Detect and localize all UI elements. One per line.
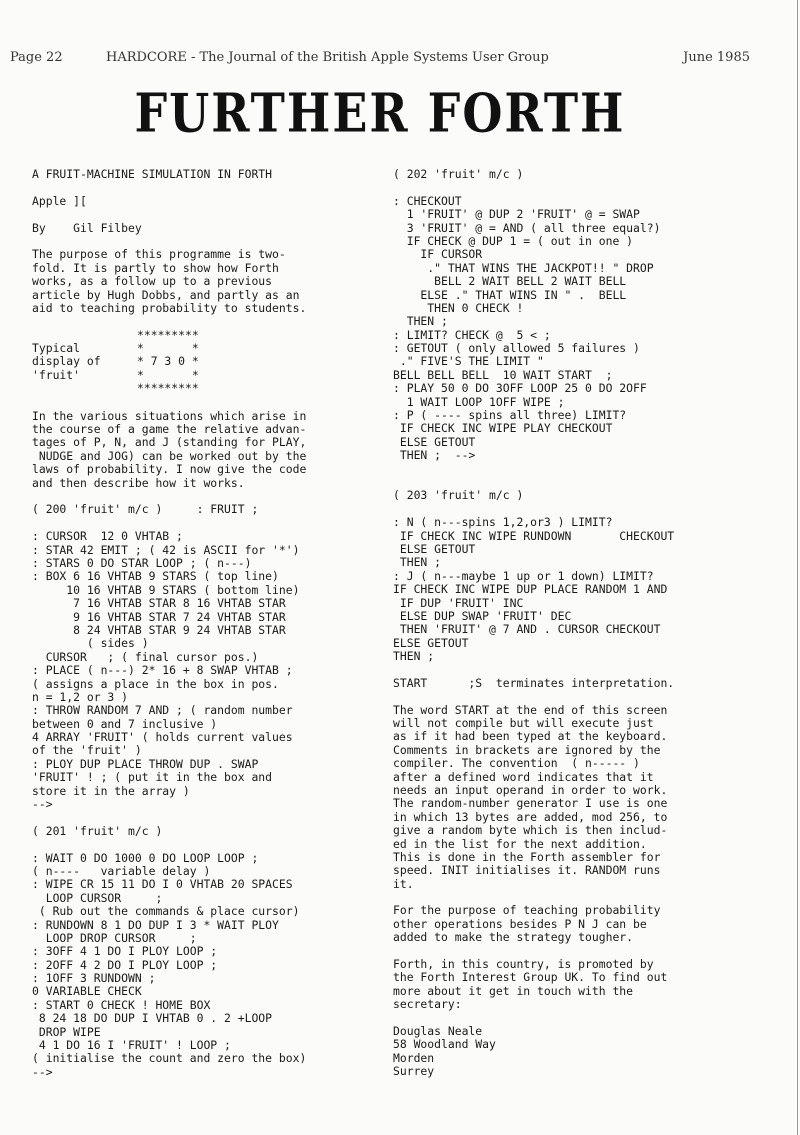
screen-200-code (32, 530, 367, 811)
text-line: ( initialise the count and zero the box) (32, 1051, 307, 1066)
text-line: the Forth Interest Group UK. To find out (393, 970, 668, 985)
text-line: ( sides ) (32, 636, 149, 651)
text-line: IF CHECK @ DUP 1 = ( out in one ) (393, 233, 634, 248)
text-line: LOOP DROP CURSOR ; (32, 930, 197, 945)
display-label (32, 329, 101, 396)
text-line: tages of P, N, and J (standing for PLAY, (32, 435, 307, 450)
text-line: * * (137, 341, 199, 356)
article-heading: A FRUIT-MACHINE SIMULATION IN FORTH (32, 167, 273, 181)
text-line: other operations besides P N J can be (393, 916, 647, 931)
text-line: and then describe how it works. (32, 475, 245, 490)
text-line: article by Hugh Dobbs, and partly as an (32, 287, 300, 302)
text-line: : PLACE ( n---) 2* 16 + 8 SWAP VHTAB ; (32, 663, 293, 678)
text-line: Comments in brackets are ignored by the (393, 742, 661, 757)
text-line: ( Rub out the commands & place cursor) (32, 904, 300, 919)
article-title: FURTHER FORTH (134, 81, 626, 145)
text-line: THEN ; (393, 555, 442, 570)
text-line: LOOP CURSOR ; (32, 890, 163, 905)
text-line: THEN ; (393, 314, 448, 329)
text-line: CURSOR ; ( final cursor pos.) (32, 649, 259, 664)
page-edge-line (797, 0, 798, 1135)
text-line: 0 VARIABLE CHECK (32, 984, 142, 999)
text-line: 'FRUIT' ! ; ( put it in the box and (32, 770, 273, 785)
text-line: aid to teaching probability to students. (32, 300, 307, 315)
right-column (393, 168, 745, 1079)
text-line: secretary: (393, 997, 462, 1012)
text-line: ( n---- variable delay ) (32, 863, 211, 878)
text-line: BELL BELL BELL 10 WAIT START ; (393, 367, 613, 382)
text-line: Surrey (393, 1064, 435, 1079)
text-line: Morden (393, 1050, 435, 1065)
text-line: 9 16 VHTAB STAR 7 24 VHTAB STAR (32, 609, 286, 624)
text-line: ELSE GETOUT (393, 635, 469, 650)
text-line: fold. It is partly to show how Forth (32, 260, 279, 275)
text-line: For the purpose of teaching probability (393, 903, 661, 918)
screen-202-heading: ( 202 'fruit' m/c ) (393, 167, 524, 181)
text-line: 58 Woodland Way (393, 1037, 496, 1052)
text-line: --> (32, 1064, 53, 1079)
text-line: Typical (32, 341, 81, 356)
text-line: will not compile but will execute just (393, 716, 654, 731)
text-line: The word START at the end of this screen (393, 702, 668, 717)
page-header (10, 50, 750, 70)
text-line (32, 382, 101, 395)
text-line: BELL 2 WAIT BELL 2 WAIT BELL (393, 274, 627, 289)
text-line: : 1OFF 3 RUNDOWN ; (32, 971, 156, 986)
journal-title: HARDCORE - The Journal of the British Apple Systems User Group (106, 50, 549, 65)
text-line: ." THAT WINS THE JACKPOT!! " DROP (393, 260, 654, 275)
text-line: : 2OFF 4 2 DO I PLOY LOOP ; (32, 957, 218, 972)
text-line: : N ( n---spins 1,2,or3 ) LIMIT? (393, 515, 613, 530)
forth-group-paragraph (393, 958, 745, 1012)
text-line: IF CURSOR (393, 247, 483, 262)
text-line: The purpose of this programme is two- (32, 247, 286, 262)
text-line: ELSE DUP SWAP 'FRUIT' DEC (393, 608, 572, 623)
issue-date: June 1985 (683, 50, 750, 65)
text-line: --> (32, 797, 53, 812)
text-line: THEN 0 CHECK ! (393, 300, 524, 315)
byline: By Gil Filbey (32, 220, 142, 235)
text-line: : PLAY 50 0 DO 3OFF LOOP 25 0 DO 2OFF (393, 381, 647, 396)
text-line: The random-number generator I use is one (393, 796, 668, 811)
text-line: IF CHECK INC WIPE RUNDOWN CHECKOUT (393, 528, 675, 543)
text-line: : STAR 42 EMIT ; ( 42 is ASCII for '*') (32, 542, 300, 557)
text-line: works, as a follow up to a previous (32, 274, 273, 289)
screen-203-heading: ( 203 'fruit' m/c ) (393, 488, 524, 503)
text-line: ( assigns a place in the box in pos. (32, 676, 279, 691)
text-line: : RUNDOWN 8 1 DO DUP I 3 * WAIT PLOY (32, 917, 279, 932)
text-line: IF DUP 'FRUIT' INC (393, 595, 524, 610)
text-line (32, 329, 101, 342)
text-line: ********* (137, 327, 199, 342)
explanation-paragraph (393, 704, 745, 891)
text-line: : CURSOR 12 0 VHTAB ; (32, 529, 183, 544)
text-line: in which 13 bytes are added, mod 256, to (393, 809, 668, 824)
text-line: compiler. The convention ( n----- ) (393, 756, 640, 771)
text-line: : CHECKOUT (393, 193, 462, 208)
text-line: : PLOY DUP PLACE THROW DUP . SWAP (32, 756, 259, 771)
text-line: 4 1 DO 16 I 'FRUIT' ! LOOP ; (32, 1038, 231, 1053)
text-line: between 0 and 7 inclusive ) (32, 716, 218, 731)
text-line: : 3OFF 4 1 DO I PLOY LOOP ; (32, 944, 218, 959)
text-line: : STARS 0 DO STAR LOOP ; ( n---) (32, 555, 252, 570)
display-box (137, 329, 199, 396)
text-line: IF CHECK INC WIPE PLAY CHECKOUT (393, 421, 613, 436)
text-line: This is done in the Forth assembler for (393, 849, 661, 864)
text-line: IF CHECK INC WIPE DUP PLACE RANDOM 1 AND (393, 582, 668, 597)
text-line: 4 ARRAY 'FRUIT' ( holds current values (32, 730, 293, 745)
fruit-display-example (32, 329, 367, 404)
text-line: ." FIVE'S THE LIMIT " (393, 354, 544, 369)
text-line: : P ( ---- spins all three) LIMIT? (393, 408, 627, 423)
text-line: : GETOUT ( only allowed 5 failures ) (393, 341, 640, 356)
text-line: of the 'fruit' ) (32, 743, 142, 758)
text-line: 10 16 VHTAB 9 STARS ( bottom line) (32, 582, 300, 597)
platform-label: Apple ][ (32, 193, 87, 208)
text-line: 8 24 18 DO DUP I VHTAB 0 . 2 +LOOP (32, 1011, 273, 1026)
text-line: give a random byte which is then includ- (393, 823, 668, 838)
text-line: : LIMIT? CHECK @ 5 < ; (393, 327, 551, 342)
text-line: needs an input operand in order to work. (393, 782, 668, 797)
text-line: more about it get in touch with the (393, 983, 634, 998)
text-line: 1 WAIT LOOP 1OFF WIPE ; (393, 394, 565, 409)
text-line: laws of probability. I now give the code (32, 462, 307, 477)
text-line: ********* (137, 381, 199, 396)
text-line: ELSE GETOUT (393, 541, 476, 556)
text-line: * * (137, 367, 199, 382)
text-line: : BOX 6 16 VHTAB 9 STARS ( top line) (32, 569, 279, 584)
text-line: 7 16 VHTAB STAR 8 16 VHTAB STAR (32, 596, 286, 611)
text-line: : J ( n---maybe 1 up or 1 down) LIMIT? (393, 568, 654, 583)
probability-paragraph (393, 904, 745, 944)
text-line: ELSE GETOUT (393, 434, 476, 449)
text-line: Douglas Neale (393, 1024, 483, 1038)
text-line: ed in the list for the next addition. (393, 836, 647, 851)
text-line: n = 1,2 or 3 ) (32, 689, 129, 704)
text-line: DROP WIPE (32, 1024, 101, 1039)
text-line: 8 24 VHTAB STAR 9 24 VHTAB STAR (32, 622, 286, 637)
text-line: 1 'FRUIT' @ DUP 2 'FRUIT' @ = SWAP (393, 207, 640, 222)
intro-paragraph (32, 248, 367, 315)
text-line: : THROW RANDOM 7 AND ; ( random number (32, 703, 293, 718)
text-line: it. (393, 876, 414, 891)
text-line: store it in the array ) (32, 783, 190, 798)
text-line: speed. INIT initialises it. RANDOM runs (393, 863, 661, 878)
text-line: as if it had been typed at the keyboard. (393, 729, 668, 744)
situations-paragraph (32, 410, 367, 490)
text-line: Forth, in this country, is promoted by (393, 957, 654, 972)
text-line: In the various situations which arise in (32, 408, 307, 423)
text-line: THEN 'FRUIT' @ 7 AND . CURSOR CHECKOUT (393, 622, 661, 637)
text-line: : WAIT 0 DO 1000 0 DO LOOP LOOP ; (32, 850, 259, 865)
text-line: display of (32, 354, 101, 369)
secretary-address (393, 1025, 745, 1079)
start-line: START ;S terminates interpretation. (393, 675, 675, 690)
screen-200-heading: ( 200 'fruit' m/c ) : FRUIT ; (32, 502, 259, 517)
text-line: added to make the strategy tougher. (393, 930, 634, 945)
screen-202-code (393, 195, 745, 463)
text-line: after a defined word indicates that it (393, 769, 654, 784)
text-line: 'fruit' (32, 367, 81, 382)
text-line: ELSE ." THAT WINS IN " . BELL (393, 287, 627, 302)
text-line: NUDGE and JOG) can be worked out by the (32, 448, 307, 463)
left-column (32, 168, 367, 1079)
text-line: * 7 3 0 * (137, 354, 199, 369)
screen-203-code (393, 516, 745, 663)
text-line: : WIPE CR 15 11 DO I 0 VHTAB 20 SPACES (32, 877, 293, 892)
text-line: THEN ; --> (393, 448, 476, 463)
text-line: 3 'FRUIT' @ = AND ( all three equal?) (393, 220, 661, 235)
screen-201-code (32, 852, 367, 1080)
screen-201-heading: ( 201 'fruit' m/c ) (32, 823, 163, 838)
page-number: Page 22 (10, 50, 63, 65)
text-line: THEN ; (393, 649, 435, 664)
text-line: : START 0 CHECK ! HOME BOX (32, 997, 211, 1012)
text-line: the course of a game the relative advan- (32, 422, 307, 437)
